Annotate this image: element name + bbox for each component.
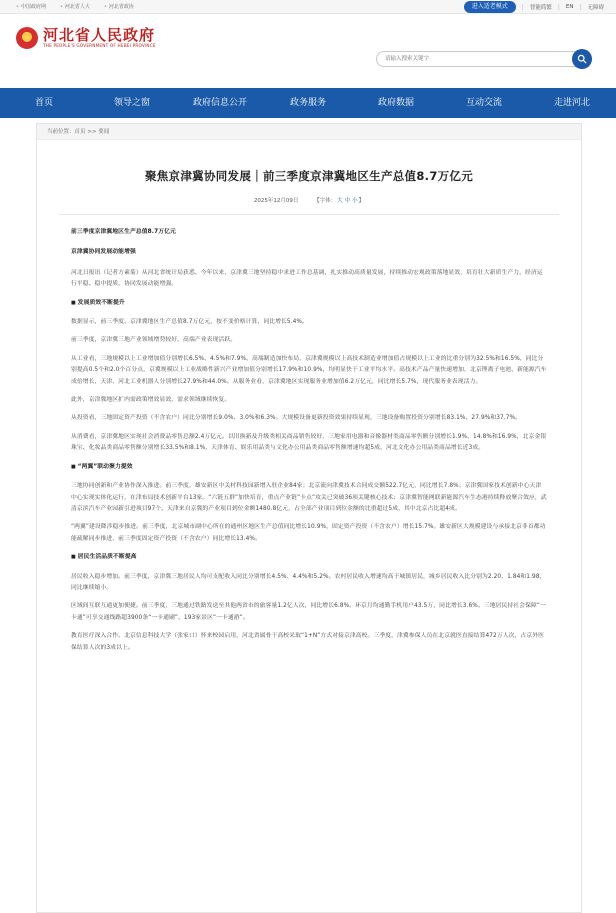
article-heading: 前三季度京津冀地区生产总值8.7万亿元 (71, 229, 176, 235)
nav-about-hebei[interactable]: 走进河北 (553, 98, 590, 108)
font-large-button[interactable]: 大 (337, 198, 343, 204)
article-body (37, 215, 581, 654)
article-paragraph: 此外，京津冀地区扩内需政策增效显效，需求领域继续恢复。 (71, 397, 231, 404)
simplified-traditional-link[interactable]: 智能简繁 (529, 5, 552, 11)
article-title: 聚焦京津冀协同发展｜前三季度京津冀地区生产总值8.7万亿元 (144, 169, 474, 183)
divider: | (557, 3, 560, 11)
font-small-button[interactable]: 小 (352, 198, 358, 204)
divider: | (521, 3, 524, 11)
english-link[interactable]: EN (565, 4, 574, 10)
search-input[interactable] (376, 51, 576, 67)
article-panel (36, 123, 582, 913)
logo-text (43, 27, 156, 49)
article-paragraph: 三地协同创新和产业协作深入推进。前三季度，雄安新区中关村科技园新增入驻企业84家；北京流向津冀技术合同成交额522.7亿元，同比增长7.8%；京津冀国家技术创新中心天津中心实现实体化运行，在津布局技术创新平台13家。“六链五群”加快培育，重点产业链“卡点”攻关已突破36项关键核心技术；京津冀智能网联新能源汽车生态港持续释放聚合效应，武清京滨汽车产业园新引进项目97个。天津来自京冀的产业项目到位金额1480.8亿元，占全部产业项目到位金额的比重超过5成，其中北京占比超4成。 (71, 483, 547, 512)
breadcrumb-label: 当前位置： (47, 129, 75, 135)
article-date: 2025年12月09日 (253, 198, 299, 204)
breadcrumb-path[interactable]: 首页 >> 要闻 (74, 129, 110, 135)
article-paragraph: 前三季度，京津冀三地产业领域增势较好，高端产业表现活跃。 (71, 337, 237, 344)
article-paragraph: 从消费看，京津冀地区实现社会消费品零售总额2.4万亿元。以旧换新及升级类相关商品销售较好，三地家用电器和音像器材类商品零售额分别增长1.9%、14.8%和16.9%，北京金银珠宝、化妆品类商品零售额分别增长33.5%和8.1%，天津体育、娱乐用品类与文化办公用品类商品零售额增速均超5成，河北文化办公用品类商品增长近3成。 (71, 433, 547, 452)
nav-data[interactable]: 政府数据 (377, 98, 414, 108)
accessibility-link[interactable]: 无障碍 (587, 5, 604, 11)
top-link[interactable]: • 中国政府网 (16, 3, 46, 10)
article-paragraph: 教育医疗深入合作。北京信息科技大学（张家口）怀来校园启用，河北省属骨干高校采取“1+N”方式对接京津高校。三季度，津冀参保人员在北京就医直接结算472万人次，占京外医保结算人次的3成以上。 (71, 633, 545, 651)
top-right-links (464, 1, 604, 13)
article-paragraph: “两翼”建设降涉稳步推进。前三季度，北京城市副中心所在的通州区地区生产总值同比增长10.9%，固定资产投资（不含农户）增长15.7%。雄安新区大规模建设与承接北京非首都功能疏解同步推进，前三季度固定资产投资（不含农户）同比增长13.4%。 (71, 524, 546, 542)
article-paragraph: 河北日报讯（记者方素菊）从河北省统计局获悉，今年以来，京津冀三地坚持稳中求进工作总基调，扎实推动高质量发展，持续推动宏观政策落地显效，培育壮大新质生产力，经济运行平稳、稳中提质，协同发展动能增强。 (71, 269, 543, 288)
search-bar (376, 49, 592, 69)
article-meta (37, 196, 581, 204)
search-icon (577, 54, 587, 64)
top-links (16, 3, 134, 10)
site-logo[interactable] (16, 27, 156, 49)
site-header (0, 14, 616, 72)
article-paragraph: 数据显示，前三季度，京津冀地区生产总值8.7万亿元，按不变价格计算，同比增长5.4%。 (71, 319, 308, 326)
font-label-end: 】 (358, 198, 365, 204)
article-heading: ■ “两翼”联动聚力提效 (71, 462, 547, 473)
article-heading: ■ 居民生活品质不断提高 (71, 552, 547, 563)
national-emblem-icon: ★ (16, 27, 38, 49)
top-link[interactable]: • 河北省政协 (104, 3, 134, 10)
nav-interaction[interactable]: 互动交流 (465, 98, 502, 108)
elder-mode-button[interactable]: 进入适老模式 (464, 1, 516, 13)
top-utility-bar (0, 0, 616, 14)
nav-info-disclosure[interactable]: 政府信息公开 (192, 98, 247, 108)
article-heading: ■ 发展质效不断提升 (71, 298, 547, 309)
main-nav (0, 88, 616, 118)
article-paragraph: 居民收入稳步增加。前三季度，京津冀三地居民人均可支配收入同比分别增长4.5%、4.4%和5.2%。农村居民收入增速均高于城镇居民，城乡居民收入比分别为2.20、1.84和1.98，同比继续缩小。 (71, 573, 546, 591)
divider: | (579, 3, 582, 11)
logo-subtitle: THE PEOPLE'S GOVERNMENT OF HEBEI PROVINCE (43, 43, 156, 48)
article-paragraph: 从投资看，三地固定资产投资（不含农户）同比分别增长9.0%、3.0%和6.3%。大规模设备更新投资效果持续显现，三地设备购置投资分别增长83.1%、27.9%和37.7%。 (71, 415, 522, 422)
nav-home[interactable]: 首页 (34, 98, 53, 108)
article-heading: 京津冀协同发展动能增强 (71, 249, 136, 256)
font-label: 【字体： (314, 198, 337, 204)
search-button[interactable] (572, 49, 592, 69)
article-paragraph: 区域间互联互通更加便捷。前三季度，三地通过铁路发送至其他两省市的旅客量1.2亿人次，同比增长6.8%。环京月均通勤手机用户43.5万，同比增长3.6%。三地居民持社会保障“一卡通”可享交通线路超3900条“一卡通刷”、193家景区“一卡通游”。 (71, 603, 546, 621)
breadcrumb (37, 124, 581, 140)
article-paragraph: 从工业看，三地规模以上工业增加值分别增长6.5%、4.5%和7.9%。高端制造加快布局，京津冀规模以上高技术制造业增加值占规模以上工业的比重分别为32.5%和16.5%，同比分别提高0.5个和2.0个百分点，京冀规模以上工业战略性新兴产业增加值分别增长17.9%和10.9%，均明显快于工业平均水平。高技术产品产量快速增加，北京锂离子电池、新能源汽车成倍增长，天津、河北工业机器人分别增长27.9%和44.0%。从服务业看，京津冀地区实现服务业增加值6.2万亿元，同比增长5.7%，现代服务业表现活力。 (71, 355, 547, 385)
logo-title: 河北省人民政府 (43, 26, 156, 44)
font-size-control (314, 198, 364, 204)
top-link[interactable]: • 河北省人大 (60, 3, 90, 10)
nav-leaders[interactable]: 领导之窗 (113, 98, 150, 108)
nav-services[interactable]: 政务服务 (289, 98, 326, 108)
font-medium-button[interactable]: 中 (344, 198, 351, 204)
